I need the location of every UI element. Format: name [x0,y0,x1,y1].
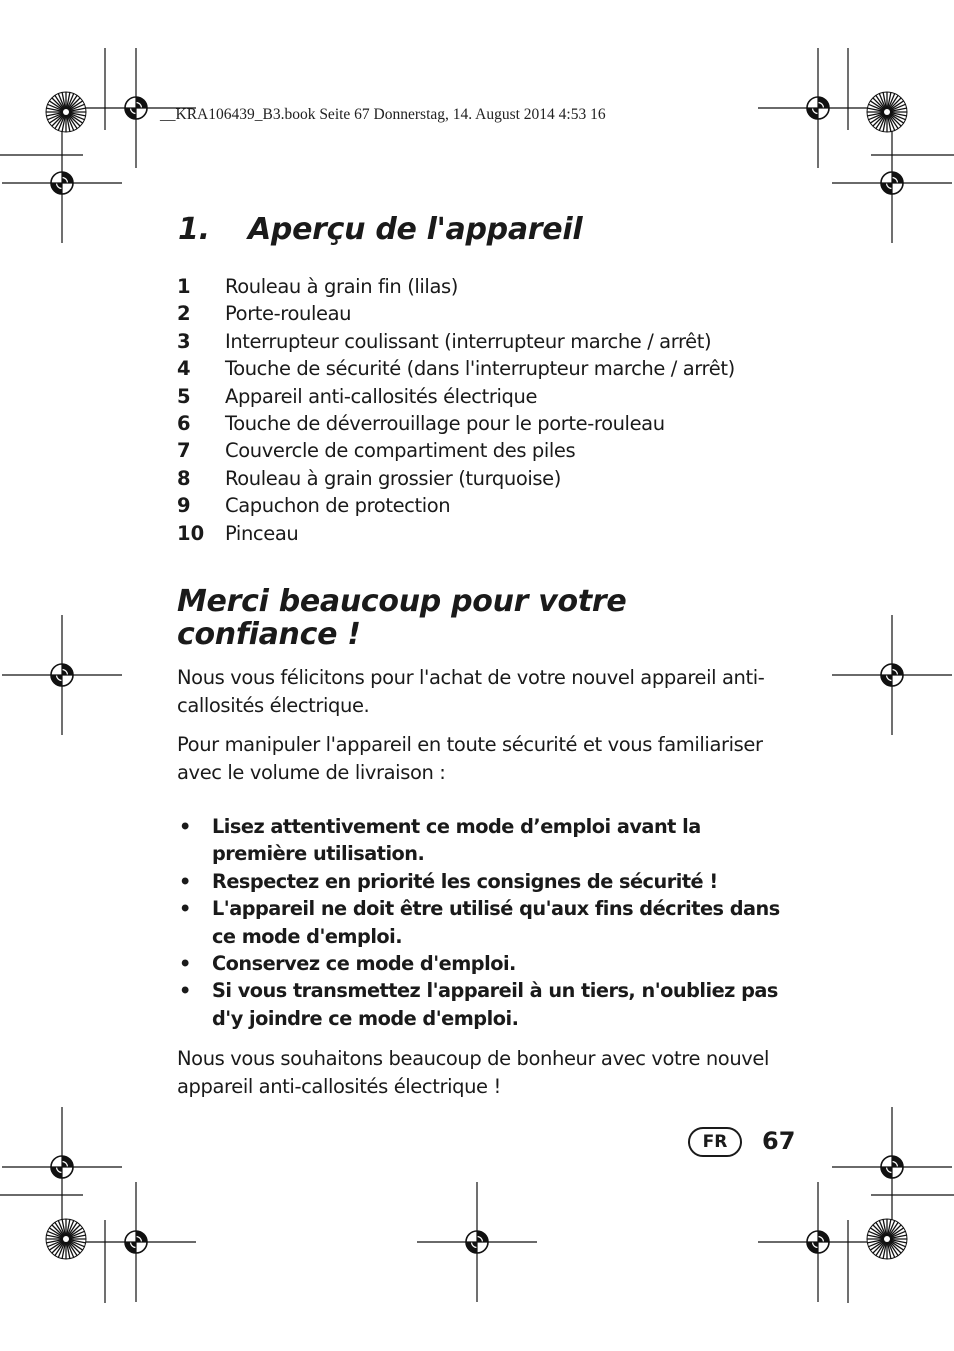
parts-list [177,273,735,547]
instructions-list [177,813,799,1032]
instruction-text: L'appareil ne doit être utilisé qu'aux fins décrites dans ce mode d'emploi. [212,897,780,948]
language-badge: FR [688,1127,742,1157]
list-item [177,383,735,410]
part-number: 10 [177,521,205,545]
instruction-text: Si vous transmettez l'appareil à un tiers, n'oubliez pas d'y joindre ce mode d'emploi. [212,979,778,1030]
list-item [177,895,799,950]
bullet-icon: • [179,952,191,976]
thanks-heading-line1: Merci beaucoup pour votre [177,584,627,619]
section-title: Aperçu de l'appareil [248,212,583,247]
intro-paragraph: Nous vous félicitons pour l'achat de votre nouvel appareil anti-callosités électrique. [177,666,765,717]
part-number: 2 [177,302,191,326]
list-item [177,410,735,437]
list-item [177,950,799,977]
part-label: Rouleau à grain grossier (turquoise) [225,466,561,490]
instruction-text: Conservez ce mode d'emploi. [212,952,516,976]
list-item [177,437,735,464]
list-item [177,355,735,382]
list-item [177,813,799,868]
list-item [177,465,735,492]
bullet-icon: • [179,979,191,1003]
instruction-text: Respectez en priorité les consignes de sécurité ! [212,869,718,893]
bullet-icon: • [179,815,191,838]
part-number: 8 [177,466,191,490]
list-item [177,300,735,327]
thanks-heading [177,585,737,651]
part-number: 1 [177,275,191,298]
list-item [177,492,735,519]
part-label: Porte-rouleau [225,302,352,326]
part-number: 9 [177,494,191,518]
instruction-text: Lisez attentivement ce mode d’emploi avant la première utilisation. [212,815,701,866]
list-item [177,273,735,300]
page-number: 67 [762,1127,796,1155]
part-label: Touche de déverrouillage pour le porte-rouleau [225,411,665,435]
list-item [177,328,735,355]
bullet-icon: • [179,897,191,921]
part-label: Appareil anti-callosités électrique [225,384,538,408]
part-number: 5 [177,384,191,408]
part-number: 4 [177,357,191,381]
part-label: Pinceau [225,521,299,545]
safety-paragraph: Pour manipuler l'appareil en toute sécurité et vous familiariser avec le volume de livraison : [177,733,763,784]
list-item [177,520,735,547]
part-label: Couvercle de compartiment des piles [225,439,576,463]
bullet-icon: • [179,869,191,893]
print-header: __KRA106439_B3.book Seite 67 Donnerstag, 14. August 2014 4:53 16 [160,106,606,123]
thanks-heading-line2: confiance ! [177,617,361,652]
section-number: 1. [178,212,210,247]
section-heading [178,212,582,247]
part-number: 6 [177,411,191,435]
part-label: Rouleau à grain fin (lilas) [225,275,458,298]
part-label: Touche de sécurité (dans l'interrupteur marche / arrêt) [225,357,735,381]
part-label: Interrupteur coulissant (interrupteur marche / arrêt) [225,329,712,353]
part-number: 3 [177,329,191,353]
closing-paragraph: Nous vous souhaitons beaucoup de bonheur avec votre nouvel appareil anti-callosités électrique ! [177,1047,770,1098]
part-number: 7 [177,439,191,463]
list-item [177,868,799,895]
part-label: Capuchon de protection [225,494,451,518]
list-item [177,977,799,1032]
